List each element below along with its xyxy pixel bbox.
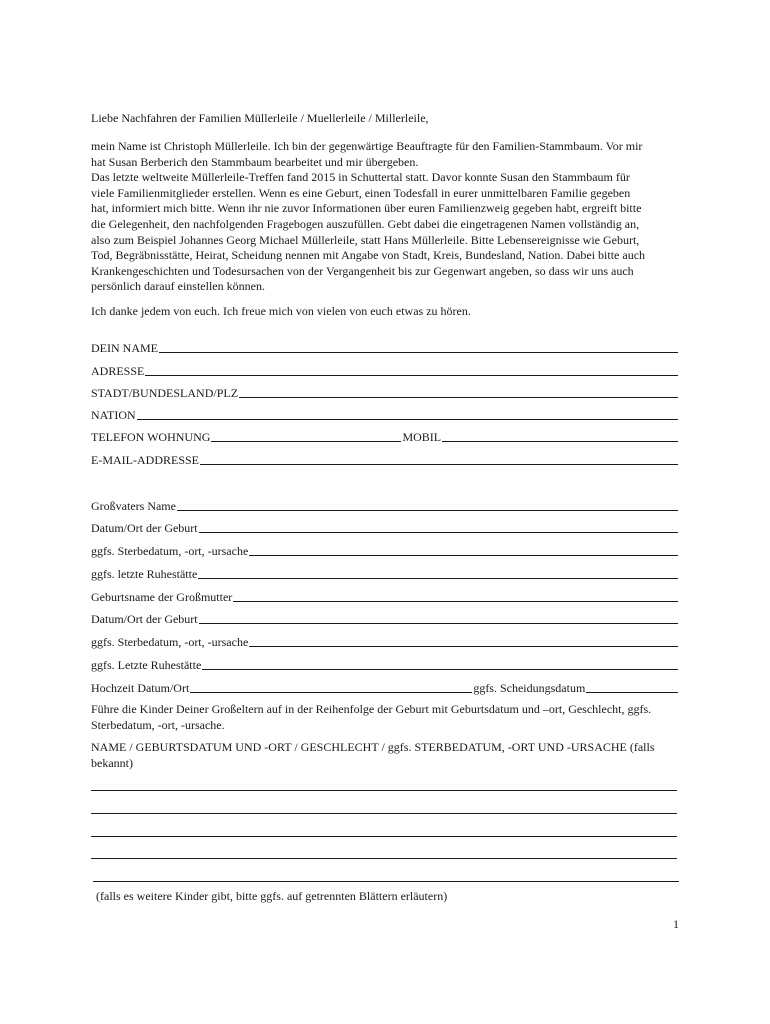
grandfather-name-row xyxy=(91,498,678,514)
intro-line: Tod, Begräbnisstätte, Heirat, Scheidung nennen mit Angabe von Stadt, Kreis, Bundesland, Nation. Dabei bitte auch xyxy=(91,248,646,263)
grandmother-rest-label: ggfs. Letzte Ruhestätte xyxy=(91,658,202,672)
grandfather-name-label: Großvaters Name xyxy=(91,499,176,513)
intro-line: hat, informiert mich bitte. Wenn ihr nie zuvor Informationen über euren Familienzweig gegeben habt, ergreift bitte xyxy=(91,201,642,216)
phone-mobile-fill-line[interactable] xyxy=(442,441,678,442)
thanks-text: Ich danke jedem von euch. Ich freue mich von vielen von euch etwas zu hören. xyxy=(91,304,471,318)
child-entry-line[interactable] xyxy=(91,813,677,814)
intro-paragraph xyxy=(91,139,681,295)
grandfather-death-row xyxy=(91,543,678,559)
wedding-fill-line[interactable] xyxy=(190,692,472,693)
grandfather-birth-fill-line[interactable] xyxy=(199,532,678,533)
nation-label: NATION xyxy=(91,408,136,422)
phone-mobile-label: MOBIL xyxy=(402,430,442,444)
divorce-fill-line[interactable] xyxy=(586,692,678,693)
grandfather-name-fill-line[interactable] xyxy=(177,510,678,511)
nation-fill-line[interactable] xyxy=(137,419,678,420)
child-entry-line[interactable] xyxy=(91,836,677,837)
grandfather-birth-label: Datum/Ort der Geburt xyxy=(91,521,198,535)
grandmother-birthname-row xyxy=(91,589,678,605)
wedding-row xyxy=(91,680,678,696)
child-entry-line[interactable] xyxy=(91,790,677,791)
grandmother-birthname-fill-line[interactable] xyxy=(233,601,678,602)
wedding-label: Hochzeit Datum/Ort xyxy=(91,681,190,695)
grandmother-death-fill-line[interactable] xyxy=(249,646,678,647)
grandfather-rest-fill-line[interactable] xyxy=(198,578,678,579)
city-fill-line[interactable] xyxy=(239,397,678,398)
divorce-label: ggfs. Scheidungsdatum xyxy=(473,681,586,695)
grandfather-death-fill-line[interactable] xyxy=(249,555,678,556)
intro-line: viele Familienmitglieder erstellen. Wenn es eine Geburt, einen Todesfall in eurer unmittelbaren Familie gegeben xyxy=(91,185,631,200)
phone-home-label: TELEFON WOHNUNG xyxy=(91,430,211,444)
intro-line: Das letzte weltweite Müllerleile-Treffen fand 2015 in Schuttertal statt. Davor konnte Susan den Stammbaum für xyxy=(91,170,630,185)
intro-line: mein Name ist Christoph Müllerleile. Ich bin der gegenwärtige Beauftragte für den Familien-Stammbaum. Vor mir xyxy=(91,139,643,153)
child-entry-line[interactable] xyxy=(91,858,677,859)
children-instruction: Führe die Kinder Deiner Großeltern auf in der Reihenfolge der Geburt mit Geburtsdatum und –ort, Geschlecht, ggfs. Sterbedatum, -ort, -ursache. xyxy=(91,702,652,732)
page-number: 1 xyxy=(673,917,679,931)
children-note: (falls es weitere Kinder gibt, bitte ggfs. auf getrennten Blättern erläutern) xyxy=(96,889,448,903)
phone-home-fill-line[interactable] xyxy=(211,441,401,442)
city-field-row xyxy=(91,385,678,401)
email-fill-line[interactable] xyxy=(200,464,678,465)
grandmother-death-row xyxy=(91,634,678,650)
nation-field-row xyxy=(91,407,678,423)
grandmother-rest-row xyxy=(91,657,678,673)
grandfather-death-label: ggfs. Sterbedatum, -ort, -ursache xyxy=(91,544,249,558)
grandmother-death-label: ggfs. Sterbedatum, -ort, -ursache xyxy=(91,635,249,649)
child-entry-line[interactable] xyxy=(93,881,679,882)
name-field-row xyxy=(91,340,678,356)
phone-field-row xyxy=(91,429,678,445)
grandfather-birth-row xyxy=(91,520,678,536)
intro-line: also zum Beispiel Johannes Georg Michael Müllerleile, statt Hans Müllerleile. Bitte Lebensereignisse wie Geburt, xyxy=(91,232,640,247)
greeting: Liebe Nachfahren der Familien Müllerleile / Muellerleile / Millerleile, xyxy=(91,111,429,125)
grandfather-rest-label: ggfs. letzte Ruhestätte xyxy=(91,567,198,581)
email-field-row xyxy=(91,452,678,468)
address-label: ADRESSE xyxy=(91,364,145,378)
grandmother-birthname-label: Geburtsname der Großmutter xyxy=(91,590,233,604)
city-label: STADT/BUNDESLAND/PLZ xyxy=(91,386,239,400)
intro-line: Krankengeschichten und Todesursachen von der Vergangenheit bis zur Gegenwart angeben, so dass wir uns auch xyxy=(91,263,634,278)
grandfather-rest-row xyxy=(91,566,678,582)
name-label: DEIN NAME xyxy=(91,341,158,355)
address-fill-line[interactable] xyxy=(145,375,678,376)
children-header: NAME / GEBURTSDATUM UND -ORT / GESCHLECHT / ggfs. STERBEDATUM, -ORT UND -URSACHE (falls bekannt) xyxy=(91,740,655,770)
email-label: E-MAIL-ADDRESSE xyxy=(91,453,199,467)
address-field-row xyxy=(91,363,678,379)
intro-line: die Gelegenheit, den nachfolgenden Fragebogen auszufüllen. Gebt dabei die eingetragenen Namen vollständig an, xyxy=(91,216,640,231)
intro-line: persönlich darauf einstellen können. xyxy=(91,279,265,294)
intro-line: hat Susan Berberich den Stammbaum bearbeitet und mir übergeben. xyxy=(91,154,419,169)
grandmother-birth-row xyxy=(91,611,678,627)
grandmother-birth-fill-line[interactable] xyxy=(199,623,678,624)
name-fill-line[interactable] xyxy=(159,352,678,353)
grandmother-birth-label: Datum/Ort der Geburt xyxy=(91,612,198,626)
grandmother-rest-fill-line[interactable] xyxy=(202,669,678,670)
